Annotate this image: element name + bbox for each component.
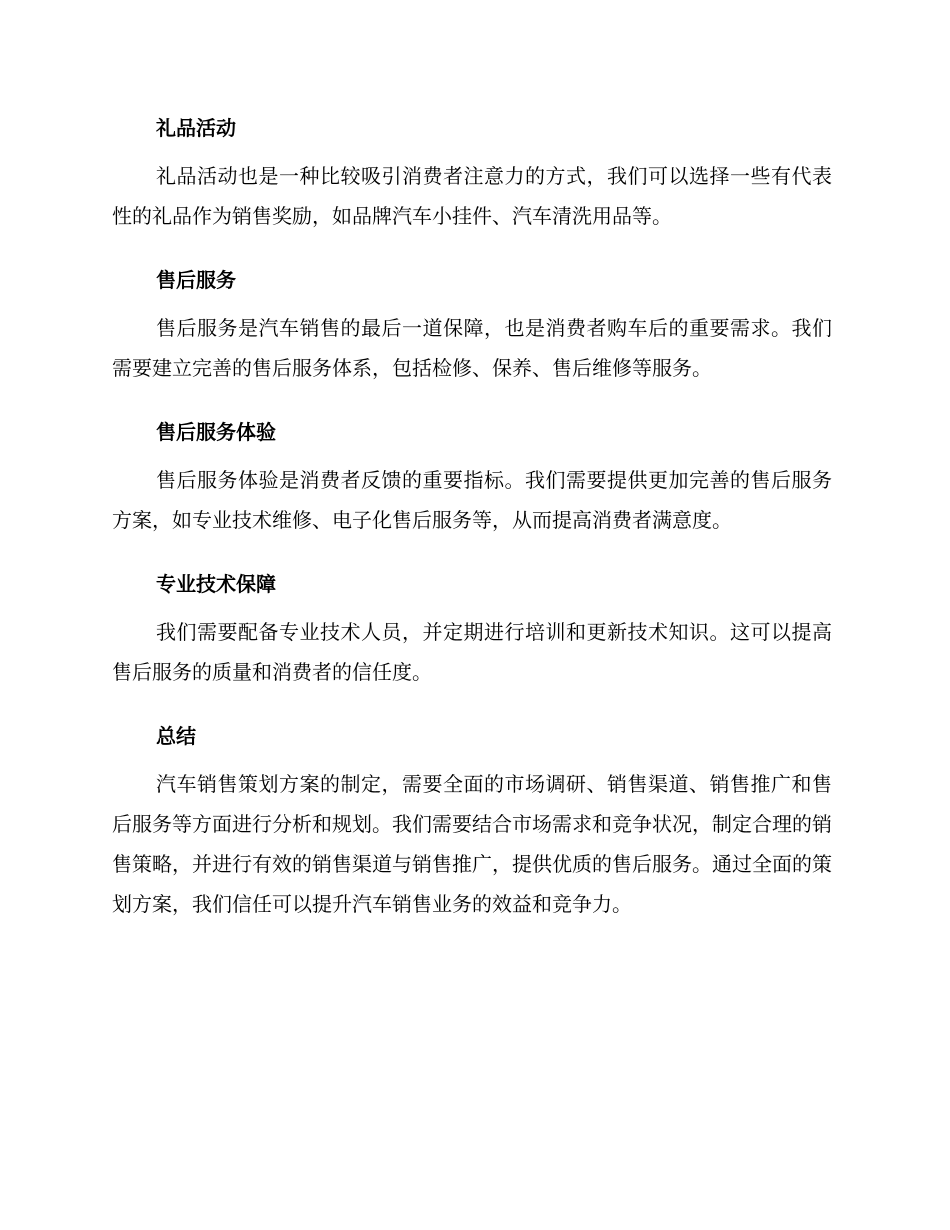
section-heading: 礼品活动 — [156, 116, 236, 140]
section-paragraph: 汽车销售策划方案的制定，需要全面的市场调研、销售渠道、销售推广和售后服务等方面进行分析和规划。我们需要结合市场需求和竞争状况，制定合理的销售策略，并进行有效的销售渠道与销售推广，提供优质的售后服务。通过全面的策划方案，我们信任可以提升汽车销售业务的效益和竞争力。 — [112, 772, 832, 916]
section-gift-activity — [112, 108, 832, 236]
section-heading: 售后服务 — [156, 268, 236, 292]
section-paragraph: 售后服务体验是消费者反馈的重要指标。我们需要提供更加完善的售后服务方案，如专业技术维修、电子化售后服务等，从而提高消费者满意度。 — [112, 468, 832, 532]
document-content — [112, 108, 832, 924]
section-after-sales-experience — [112, 412, 832, 540]
section-paragraph: 售后服务是汽车销售的最后一道保障，也是消费者购车后的重要需求。我们需要建立完善的售后服务体系，包括检修、保养、售后维修等服务。 — [112, 316, 832, 380]
section-after-sales-service — [112, 260, 832, 388]
section-heading: 总结 — [156, 724, 196, 748]
section-technical-support — [112, 564, 832, 692]
section-heading: 售后服务体验 — [156, 420, 276, 444]
section-summary — [112, 716, 832, 924]
section-heading: 专业技术保障 — [156, 572, 276, 596]
section-paragraph: 礼品活动也是一种比较吸引消费者注意力的方式，我们可以选择一些有代表性的礼品作为销售奖励，如品牌汽车小挂件、汽车清洗用品等。 — [112, 164, 832, 228]
section-paragraph: 我们需要配备专业技术人员，并定期进行培训和更新技术知识。这可以提高售后服务的质量和消费者的信任度。 — [112, 620, 832, 684]
